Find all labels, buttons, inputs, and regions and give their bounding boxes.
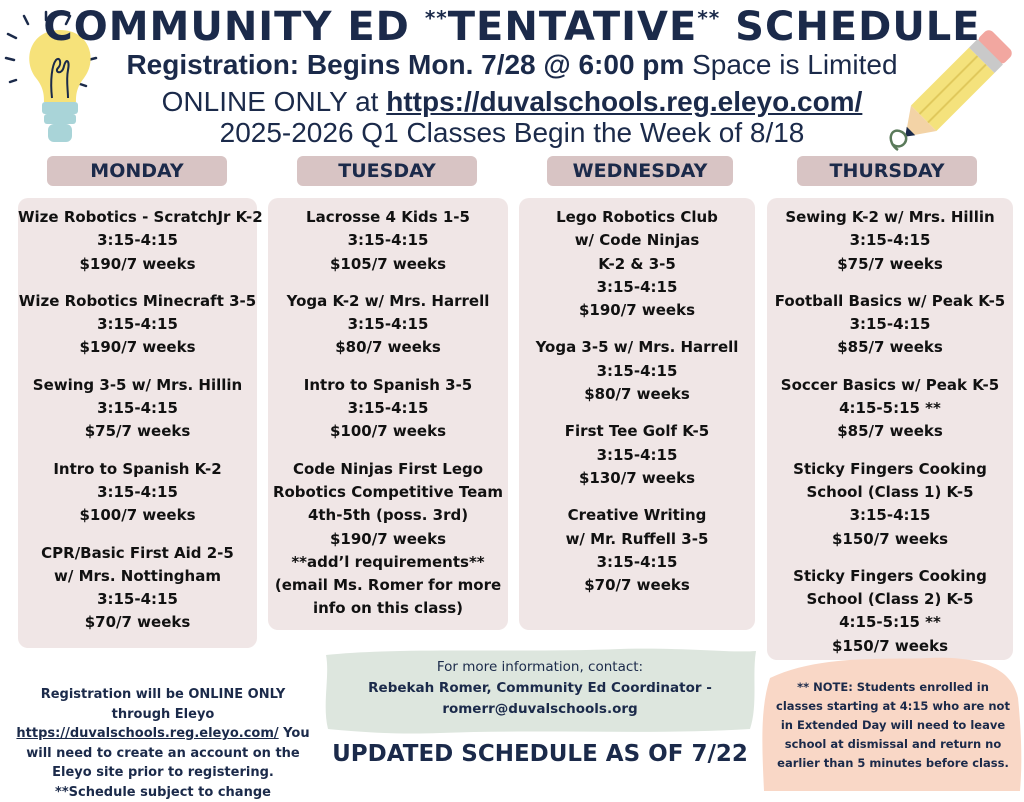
contact-intro: For more information, contact: [436, 659, 644, 675]
class-detail: 3:15-4:15 [97, 231, 178, 250]
class-detail: (email Ms. Romer for more [274, 576, 502, 595]
class-detail: $150/7 weeks [832, 636, 948, 655]
class-entry [767, 458, 1013, 551]
online-line: ONLINE ONLY at https://duvalschools.reg.eleyo.com/ [161, 86, 863, 117]
class-detail: $100/7 weeks [330, 422, 446, 441]
updated-schedule: UPDATED SCHEDULE AS OF 7/22 [332, 741, 748, 767]
registration-link[interactable]: https://duvalschools.reg.eleyo.com/ [386, 86, 863, 117]
class-title: Yoga 3-5 w/ Mrs. Harrell [535, 338, 739, 357]
day-header-tuesday: TUESDAY [297, 156, 477, 186]
class-detail: 3:15-4:15 [347, 231, 429, 250]
class-title: Yoga K-2 w/ Mrs. Harrell [286, 291, 490, 310]
class-title: Wize Robotics Minecraft 3-5 [18, 291, 257, 310]
class-title: First Tee Golf K-5 [564, 422, 710, 441]
thursday-column [767, 198, 1013, 660]
contact-name: Rebekah Romer, Community Ed Coordinator - [368, 680, 712, 696]
class-entry [268, 458, 508, 621]
class-title: Wize Robotics - ScratchJr K-2 [18, 208, 263, 226]
class-detail: $190/7 weeks [579, 301, 695, 320]
class-title: CPR/Basic First Aid 2-5 [41, 543, 234, 562]
class-entry [519, 504, 755, 597]
class-detail: $75/7 weeks [84, 422, 191, 441]
class-entry [767, 374, 1013, 444]
registration-line: Registration: Begins Mon. 7/28 @ 6:00 pm Space is Limited [126, 49, 898, 80]
class-detail: $190/7 weeks [330, 529, 446, 548]
class-detail: $190/7 weeks [79, 338, 196, 357]
class-title: Creative Writing [567, 506, 707, 525]
class-detail: $150/7 weeks [832, 529, 948, 548]
class-title: Sticky Fingers Cooking [793, 566, 987, 585]
class-detail: w/ Mrs. Nottingham [54, 566, 221, 585]
class-entry [18, 542, 257, 635]
class-entry [18, 374, 257, 444]
tuesday-column [268, 198, 508, 630]
class-detail: info on this class) [312, 599, 464, 618]
class-detail: 3:15-4:15 [347, 315, 429, 334]
contact-email[interactable]: romerr@duvalschools.org [442, 701, 638, 717]
class-title: Intro to Spanish 3-5 [303, 375, 473, 394]
class-detail: $80/7 weeks [584, 385, 690, 404]
class-entry [519, 336, 755, 406]
class-detail: School (Class 2) K-5 [806, 590, 974, 609]
class-detail: $85/7 weeks [837, 338, 943, 357]
monday-column [18, 198, 263, 648]
class-detail: K-2 & 3-5 [598, 254, 676, 273]
class-title: Sticky Fingers Cooking [793, 459, 987, 478]
class-entry [767, 206, 1013, 276]
registration-note: Registration will be ONLINE ONLY through Eleyo https://duvalschools.reg.eleyo.com/ You will need to create an account on the Eleyo site prior to registering. **Schedule subject to change [16, 687, 310, 800]
day-header-thursday: THURSDAY [797, 156, 977, 186]
class-title: Football Basics w/ Peak K-5 [774, 291, 1006, 310]
class-entry [268, 374, 508, 444]
class-detail: $85/7 weeks [837, 422, 943, 441]
class-detail: $190/7 weeks [79, 254, 196, 273]
class-detail: 3:15-4:15 [596, 277, 678, 296]
class-detail: Robotics Competitive Team [272, 482, 504, 501]
class-detail: $100/7 weeks [79, 506, 196, 525]
class-entry [519, 206, 755, 322]
class-entry [268, 206, 508, 276]
day-header-monday: MONDAY [47, 156, 227, 186]
class-entry [519, 420, 755, 490]
class-detail: 4:15-5:15 ** [839, 613, 941, 632]
class-detail: School (Class 1) K-5 [806, 482, 974, 501]
class-detail: 3:15-4:15 [97, 590, 178, 609]
class-detail: $105/7 weeks [330, 254, 446, 273]
dismissal-note: ** NOTE: Students enrolled in classes starting at 4:15 who are not in Extended Day will need to leave school at dismissal and return no earlier than 5 minutes before class. [760, 648, 1024, 791]
class-detail: $130/7 weeks [579, 468, 695, 487]
class-detail: 3:15-4:15 [596, 552, 678, 571]
class-title: Soccer Basics w/ Peak K-5 [780, 375, 1000, 394]
wednesday-column [519, 198, 755, 630]
class-entry [767, 290, 1013, 360]
class-detail: $70/7 weeks [584, 576, 690, 595]
class-detail: 3:15-4:15 [97, 315, 178, 334]
class-detail: $70/7 weeks [84, 613, 191, 632]
class-title: Sewing 3-5 w/ Mrs. Hillin [32, 375, 243, 394]
class-entry [268, 290, 508, 360]
class-entry [767, 565, 1013, 658]
page-title: COMMUNITY ED **TENTATIVE** SCHEDULE [43, 4, 981, 50]
class-detail: 4:15-5:15 ** [839, 399, 941, 418]
class-detail: 3:15-4:15 [347, 399, 429, 418]
class-title: Intro to Spanish K-2 [53, 459, 222, 478]
class-detail: 3:15-4:15 [849, 315, 931, 334]
class-detail: 3:15-4:15 [849, 231, 931, 250]
class-entry [18, 458, 257, 528]
class-entry [18, 206, 263, 276]
class-detail: **add’l requirements** [291, 552, 485, 571]
classes-begin-line: 2025-2026 Q1 Classes Begin the Week of 8/18 [219, 117, 805, 148]
class-title: Lego Robotics Club [556, 208, 718, 226]
class-title: Sewing K-2 w/ Mrs. Hillin [785, 208, 995, 226]
class-detail: w/ Mr. Ruffell 3-5 [565, 529, 709, 548]
class-detail: 3:15-4:15 [97, 482, 178, 501]
class-detail: 3:15-4:15 [596, 445, 678, 464]
class-title: Code Ninjas First Lego [292, 459, 484, 478]
registration-date: Registration: Begins Mon. 7/28 @ 6:00 pm [126, 49, 685, 80]
class-detail: 4th-5th (poss. 3rd) [307, 506, 469, 525]
class-title: Lacrosse 4 Kids 1-5 [306, 208, 470, 226]
class-detail: $75/7 weeks [837, 254, 943, 273]
class-detail: $80/7 weeks [335, 338, 441, 357]
class-detail: 3:15-4:15 [849, 506, 931, 525]
contact-box [320, 645, 760, 735]
class-detail: 3:15-4:15 [97, 399, 178, 418]
class-entry [18, 290, 257, 360]
eleyo-link[interactable]: https://duvalschools.reg.eleyo.com/ [16, 726, 279, 741]
day-header-wednesday: WEDNESDAY [547, 156, 733, 186]
class-detail: w/ Code Ninjas [574, 231, 700, 250]
class-detail: 3:15-4:15 [596, 361, 678, 380]
